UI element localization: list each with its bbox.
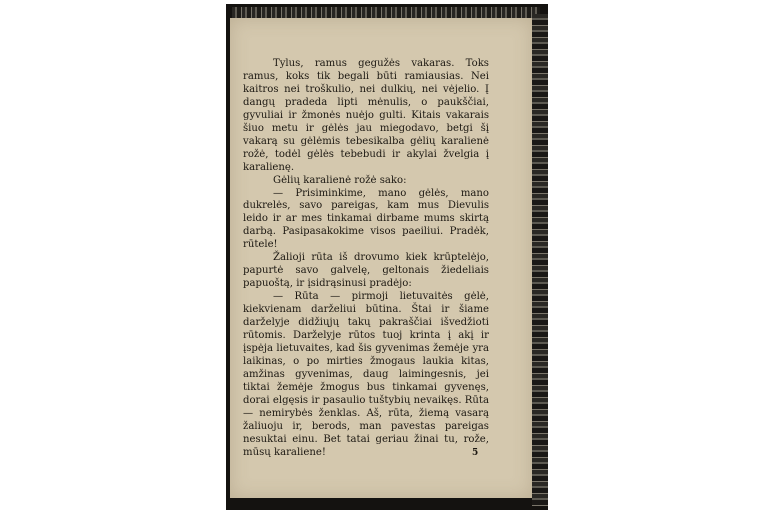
paragraph: Žalioji rūta iš drovumo kiek krūptelėjo, papurtė savo galvelę, geltonais žiedeliais papuoštą, ir įsidrąsinusi pradėjo: [243,252,489,290]
paragraph: Tylus, ramus gegužės vakaras. Toks ramus, koks tik begali būti ramiausias. Nei kaitros nei troškulio, nei dulkių, nei vėjelio. Į dangų pradeda lipti mėnulis, o paukščiai, gyvuliai ir žmonės nuėjo gulti. Kitais vakarais šiuo metu ir gėlės jau miegodavo, betgi šį vakarą su gėlėmis tebesikalba gėlių karalienė rožė, todėl gėlės tebebudi ir akylai žvelgia į karalienę. [243,58,489,173]
page-number: 5 [472,448,479,458]
book-page [230,18,532,498]
page-text [243,58,489,460]
paragraph: — Prisiminkime, mano gėlės, mano dukrelės, savo pareigas, kam mus Dievulis leido ir ar mes tinkamai dirbame mums skirtą darbą. Pasipasakokime visos paeiliui. Pradėk, rūtele! [243,187,489,251]
paragraph: Gėlių karalienė rožė sako: [273,174,407,186]
paragraph: — Rūta — pirmoji lietuvaitės gėlė, kiekvienam darželiui būtina. Štai ir šiame darželyje didžiųjų takų pakraščiai išvedžioti rūtomis. Darželyje rūtos tuoj krinta į akį ir įspėja lietuvaites, kad šis gyvenimas žemėje yra laikinas, o po mirties žmogaus laukia kitas, amžinas gyvenimas, daug laimingesnis, jei tiktai žemėje žmogus bus tinkamai gyvenęs, dorai elgęsis ir pasaulio tuštybių nevaikęs. Rūta — nemirybės ženklas. Aš, rūta, žiemą vasarą žaliuoju ir, berods, man pavestas pareigas nesuktai einu. Bet tatai geriau žinai tu, rože, mūsų karaliene! [243,291,489,458]
